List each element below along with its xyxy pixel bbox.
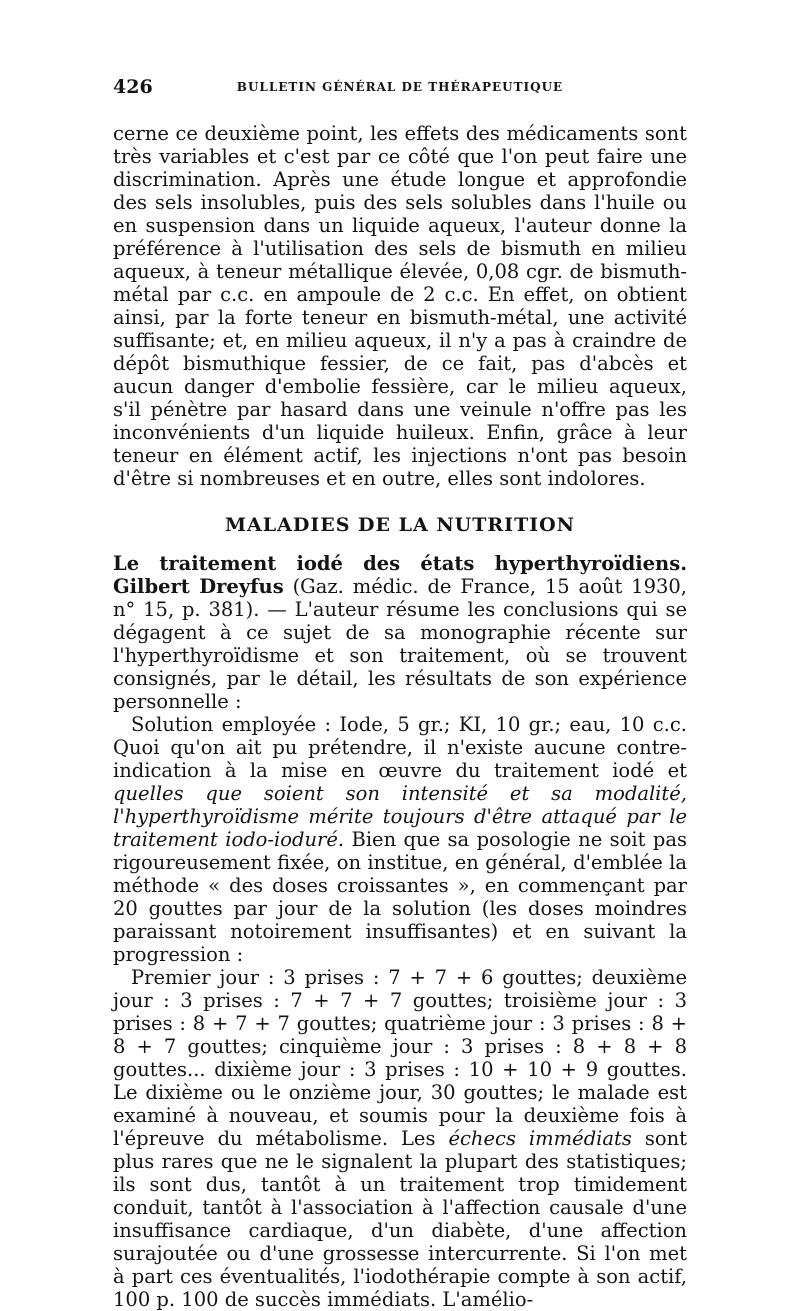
article-paragraph-intro [113,552,687,713]
page-number: 426 [113,76,153,98]
running-title: BULLETIN GÉNÉRAL DE THÉRAPEUTIQUE [236,80,564,94]
paragraph-text: Bien que sa posologie ne soit pas rigoureusement fixée, on institue, en général, d'emblée la méthode « des doses croissantes », en commençant par 20 gouttes par jour de la solution (les doses moindres paraissant notoirement insuffisantes) et en suivant la progression : [113,828,687,966]
paragraph-text: Premier jour : 3 prises : 7 + 7 + 6 gouttes; deuxième jour : 3 prises : 7 + 7 + 7 gouttes; troisième jour : 3 prises : 8 + 7 + 7 gouttes; quatrième jour : 3 prises : 8 + 8 + 7 gouttes; cinquième jour : 3 prises : 8 + 8 + 8 gouttes... dixième jour : 3 prises : 10 + 10 + 9 gouttes. Le dixième ou le onzième jour, 30 gouttes; le malade est examiné à nouveau, et soumis pour la deuxième fois à l'épreuve du métabolisme. Les [113,966,687,1150]
article-citation: (Gaz. médic. de France, 15 août 1930, n° 15, p. 381). [113,575,687,621]
article-intro: — L'auteur résume les conclusions qui se dégagent à ce sujet de sa monographie récente sur l'hyperthyroïdisme et son traitement, où se trouvent consignés, par le détail, les résultats de son expérience personnelle : [113,598,687,713]
italic-emphasis: échecs immédiats [448,1127,632,1150]
page-body [113,122,687,1311]
page-header [113,76,687,100]
article-paragraph-solution [113,713,687,966]
paragraph-text: Solution employée : Iode, 5 gr.; KI, 10 gr.; eau, 10 c.c. Quoi qu'on ait pu prétendre, il n'existe aucune contre-indication à la mise en œuvre du traitement iodé et [113,713,687,782]
article-author: Gilbert Dreyfus [113,575,284,598]
paragraph-text: sont plus rares que ne le signalent la plupart des statistiques; ils sont dus, tantôt à un traitement trop timidement conduit, tantôt à l'association à l'affection causale d'une insuffisance cardiaque, d'un diabète, d'une affection surajoutée ou d'une grossesse intercurrente. Si l'on met à part ces éventualités, l'iodothérapie compte à son actif, 100 p. 100 de succès immédiats. L'amélio- [113,1127,688,1311]
paragraph-continuation: cerne ce deuxième point, les effets des médicaments sont très variables et c'est par ce côté que l'on peut faire une discrimination. Après une étude longue et approfondie des sels insolubles, puis des sels solubles dans l'huile ou en suspension dans un liquide aqueux, l'auteur donne la préférence à l'utilisation des sels de bismuth en milieu aqueux, à teneur métallique élevée, 0,08 cgr. de bismuth-métal par c.c. en ampoule de 2 c.c. En effet, on obtient ainsi, par la forte teneur en bismuth-métal, une activité suffisante; et, en milieu aqueux, il n'y a pas à craindre de dépôt bismuthique fessier, de ce fait, pas d'abcès et aucun danger d'embolie fessière, car le milieu aqueux, s'il pénètre par hasard dans une veinule n'offre pas les inconvénients d'un liquide huileux. Enfin, grâce à leur teneur en élément actif, les injections n'ont pas besoin d'être si nombreuses et en outre, elles sont indolores. [113,122,687,490]
section-heading: MALADIES DE LA NUTRITION [224,514,576,536]
italic-emphasis: quelles que soient son intensité et sa modalité, l'hyperthyroïdisme mérite toujours d'être attaqué par le traitement iodo-ioduré. [113,782,687,851]
article-title: Le traitement iodé des états hyperthyroïdiens. [113,552,687,575]
article-paragraph-dosage [113,966,687,1311]
